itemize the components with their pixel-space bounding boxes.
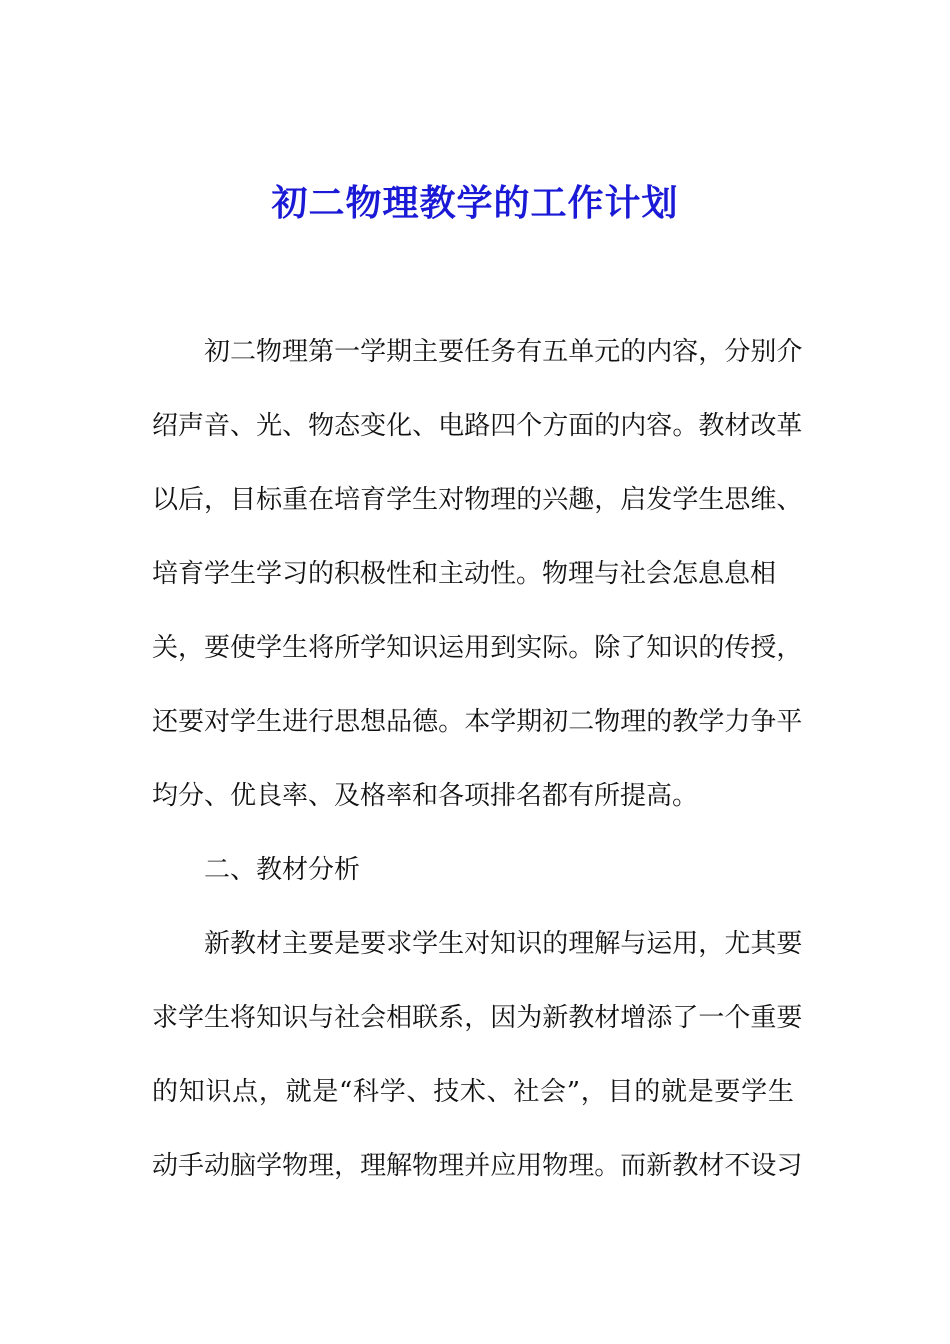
body-line: 还 要 对 学 生 进 行 思 想 品 德 。 本 学 期 初 二 物 理 的 教 学 力 争 平: [152, 707, 803, 737]
document-title: 初二物理教学的工作计划: [271, 182, 679, 224]
document-body: [152, 327, 803, 1215]
body-line: 绍 声 音 、 光 、 物 态 变 化 、 电 路 四 个 方 面 的 内 容 。 教 材 改 革: [152, 411, 803, 441]
body-line: 关 ， 要 使 学 生 将 所 学 知 识 运 用 到 实 际 。 除 了 知 识 的 传 授 ，: [152, 633, 803, 663]
section-heading: 二、教材分析: [204, 855, 361, 885]
body-line: 新 教 材 主 要 是 要 求 学 生 对 知 识 的 理 解 与 运 用 ， 尤 其 要: [204, 929, 803, 959]
body-line: 均分、优良率、及格率和各项排名都有所提高。: [152, 781, 699, 811]
body-line: 初 二 物 理 第 一 学 期 主 要 任 务 有 五 单 元 的 内 容 ， 分 别 介: [204, 337, 803, 367]
body-line: 的 知 识 点 ， 就 是 “ 科 学 、 技 术 、 社 会 ” ， 目 的 就 是 要 学 生: [152, 1077, 794, 1107]
body-line: 培育学生学习的积极性和主动性。物理与社会怎息息相: [152, 559, 777, 589]
body-line: 求 学 生 将 知 识 与 社 会 相 联 系 ， 因 为 新 教 材 增 添 了 一 个 重 要: [152, 1003, 803, 1033]
body-line: 动 手 动 脑 学 物 理 ， 理 解 物 理 并 应 用 物 理 。 而 新 教 材 不 设 习: [152, 1151, 803, 1181]
body-line: 以 后 ， 目 标 重 在 培 育 学 生 对 物 理 的 兴 趣 ， 启 发 学 生 思 维 、: [152, 485, 803, 515]
